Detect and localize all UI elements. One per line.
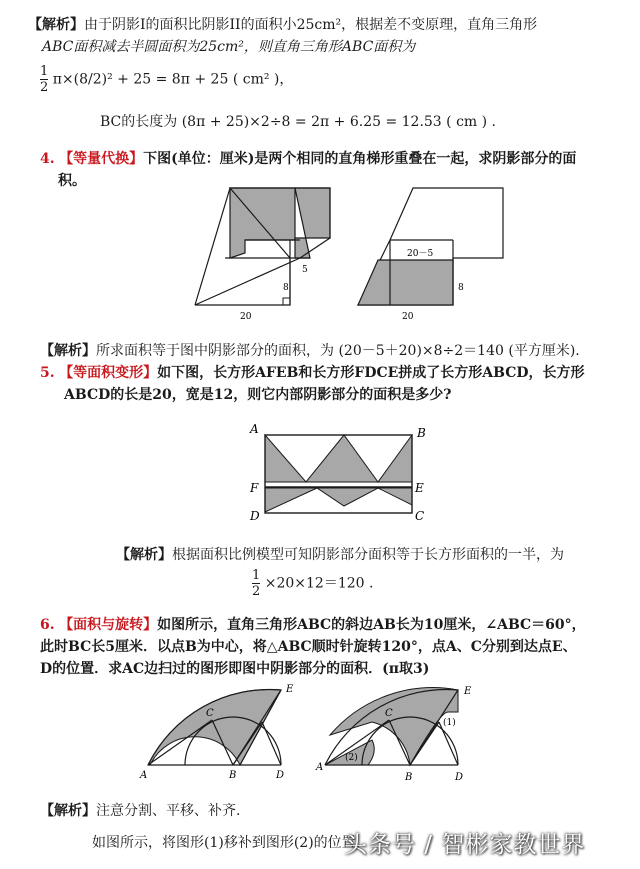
p4-right-label-8: 8 bbox=[458, 283, 464, 293]
p4-right-label-20: 20 bbox=[402, 312, 414, 322]
p4-line2: 积。 bbox=[58, 173, 86, 189]
p5-label-D: D bbox=[250, 509, 260, 523]
p4-left-label-5: 5 bbox=[302, 265, 308, 275]
p3-analysis-tag: 【解析】 bbox=[28, 17, 84, 33]
p4-left-label-8: 8 bbox=[283, 283, 289, 293]
p6-last-line: 如图所示，将图形(1)移补到图形(2)的位置， bbox=[92, 835, 370, 851]
p5-label-A: A bbox=[250, 422, 259, 436]
p4-right-label-20-5: 20－5 bbox=[407, 249, 434, 259]
p5-heading: 5. 【等面积变形】如下图，长方形AFEB和长方形FDCE拼成了长方形ABCD，长方形 bbox=[40, 365, 585, 381]
p4-analysis: 【解析】所求面积等于图中阴影部分的面积，为 (20－5＋20)×8÷2＝140 (平方厘米). bbox=[40, 343, 580, 359]
p6-right-label-A: A bbox=[316, 762, 324, 773]
p6-heading: 6. 【面积与旋转】如图所示，直角三角形ABC的斜边AB长为10厘米，∠ABC＝60°， bbox=[40, 617, 586, 633]
p3-formula2: BC的长度为 (8π + 25)×2÷8 = 2π + 6.25 = 12.53 ( cm ) . bbox=[100, 114, 497, 130]
p6-analysis-tag: 【解析】 bbox=[40, 803, 96, 819]
p5-label-F: F bbox=[250, 481, 259, 495]
p3-formula1: $\frac{1}{2}$ π×(8/2)² + 25 = 8π + 25 ( cm² )， bbox=[40, 64, 294, 95]
p3-line2: ABC面积减去半圆面积为25cm²，则直角三角形ABC面积为 bbox=[42, 39, 416, 55]
p6-line2: 此时BC长5厘米．以点B为中心，将△ABC顺时针旋转120°，点A、C分别到达点E、 bbox=[40, 639, 577, 655]
p5-formula: $\frac{1}{2}$ ×20×12＝120 . bbox=[252, 568, 374, 599]
p4-left-label-20: 20 bbox=[240, 312, 252, 322]
p6-right-label-D: D bbox=[455, 772, 464, 783]
p6-left-label-A: A bbox=[140, 770, 148, 781]
p6-left-label-D: D bbox=[276, 770, 285, 781]
p6-right-label-B: B bbox=[405, 772, 413, 783]
p5-label-E: E bbox=[415, 481, 424, 495]
p6-left-label-B: B bbox=[229, 770, 237, 781]
p5-label-B: B bbox=[417, 426, 426, 440]
p5-label-C: C bbox=[415, 509, 425, 523]
p6-analysis: 【解析】注意分割、平移、补齐. bbox=[40, 803, 241, 819]
p6-right-figure bbox=[315, 686, 472, 783]
p6-right-label-C: C bbox=[385, 708, 393, 719]
p5-tag: 【等面积变形】 bbox=[59, 365, 158, 381]
p6-left-label-C: C bbox=[206, 708, 214, 719]
p5-analysis: 【解析】根据面积比例模型可知阴影部分面积等于长方形面积的一半，为 bbox=[116, 547, 564, 563]
watermark: 头条号 / 智彬家教世界 bbox=[344, 832, 586, 858]
p4-heading: 4. 【等量代换】下图(单位：厘米)是两个相同的直角梯形重叠在一起，求阴影部分的面 bbox=[40, 151, 577, 167]
p6-right-label-2: (2) bbox=[345, 753, 358, 763]
p4-number: 4. bbox=[40, 151, 55, 167]
p4-analysis-tag: 【解析】 bbox=[40, 343, 96, 359]
p5-half-fraction: $\frac{1}{2}$ bbox=[252, 568, 261, 599]
p4-tag: 【等量代换】 bbox=[59, 151, 144, 167]
p6-left-figure bbox=[139, 684, 294, 781]
p6-left-label-E: E bbox=[286, 684, 294, 695]
p3-half-fraction: $\frac{1}{2}$ bbox=[40, 64, 49, 95]
p6-right-label-1: (1) bbox=[443, 718, 456, 728]
p3-line1: 【解析】由于阴影I的面积比阴影II的面积小25cm²，根据差不变原理，直角三角形 bbox=[28, 17, 538, 33]
p5-line2: ABCD的长是20，宽是12，则它内部阴影部分的面积是多少? bbox=[64, 387, 452, 403]
p6-number: 6. bbox=[40, 617, 55, 633]
p6-line3: D的位置．求AC边扫过的图形即图中阴影部分的面积．(π取3) bbox=[40, 661, 430, 677]
p5-analysis-tag: 【解析】 bbox=[116, 547, 172, 563]
p6-tag: 【面积与旋转】 bbox=[59, 617, 158, 633]
p6-right-label-E: E bbox=[464, 686, 472, 697]
p5-number: 5. bbox=[40, 365, 55, 381]
